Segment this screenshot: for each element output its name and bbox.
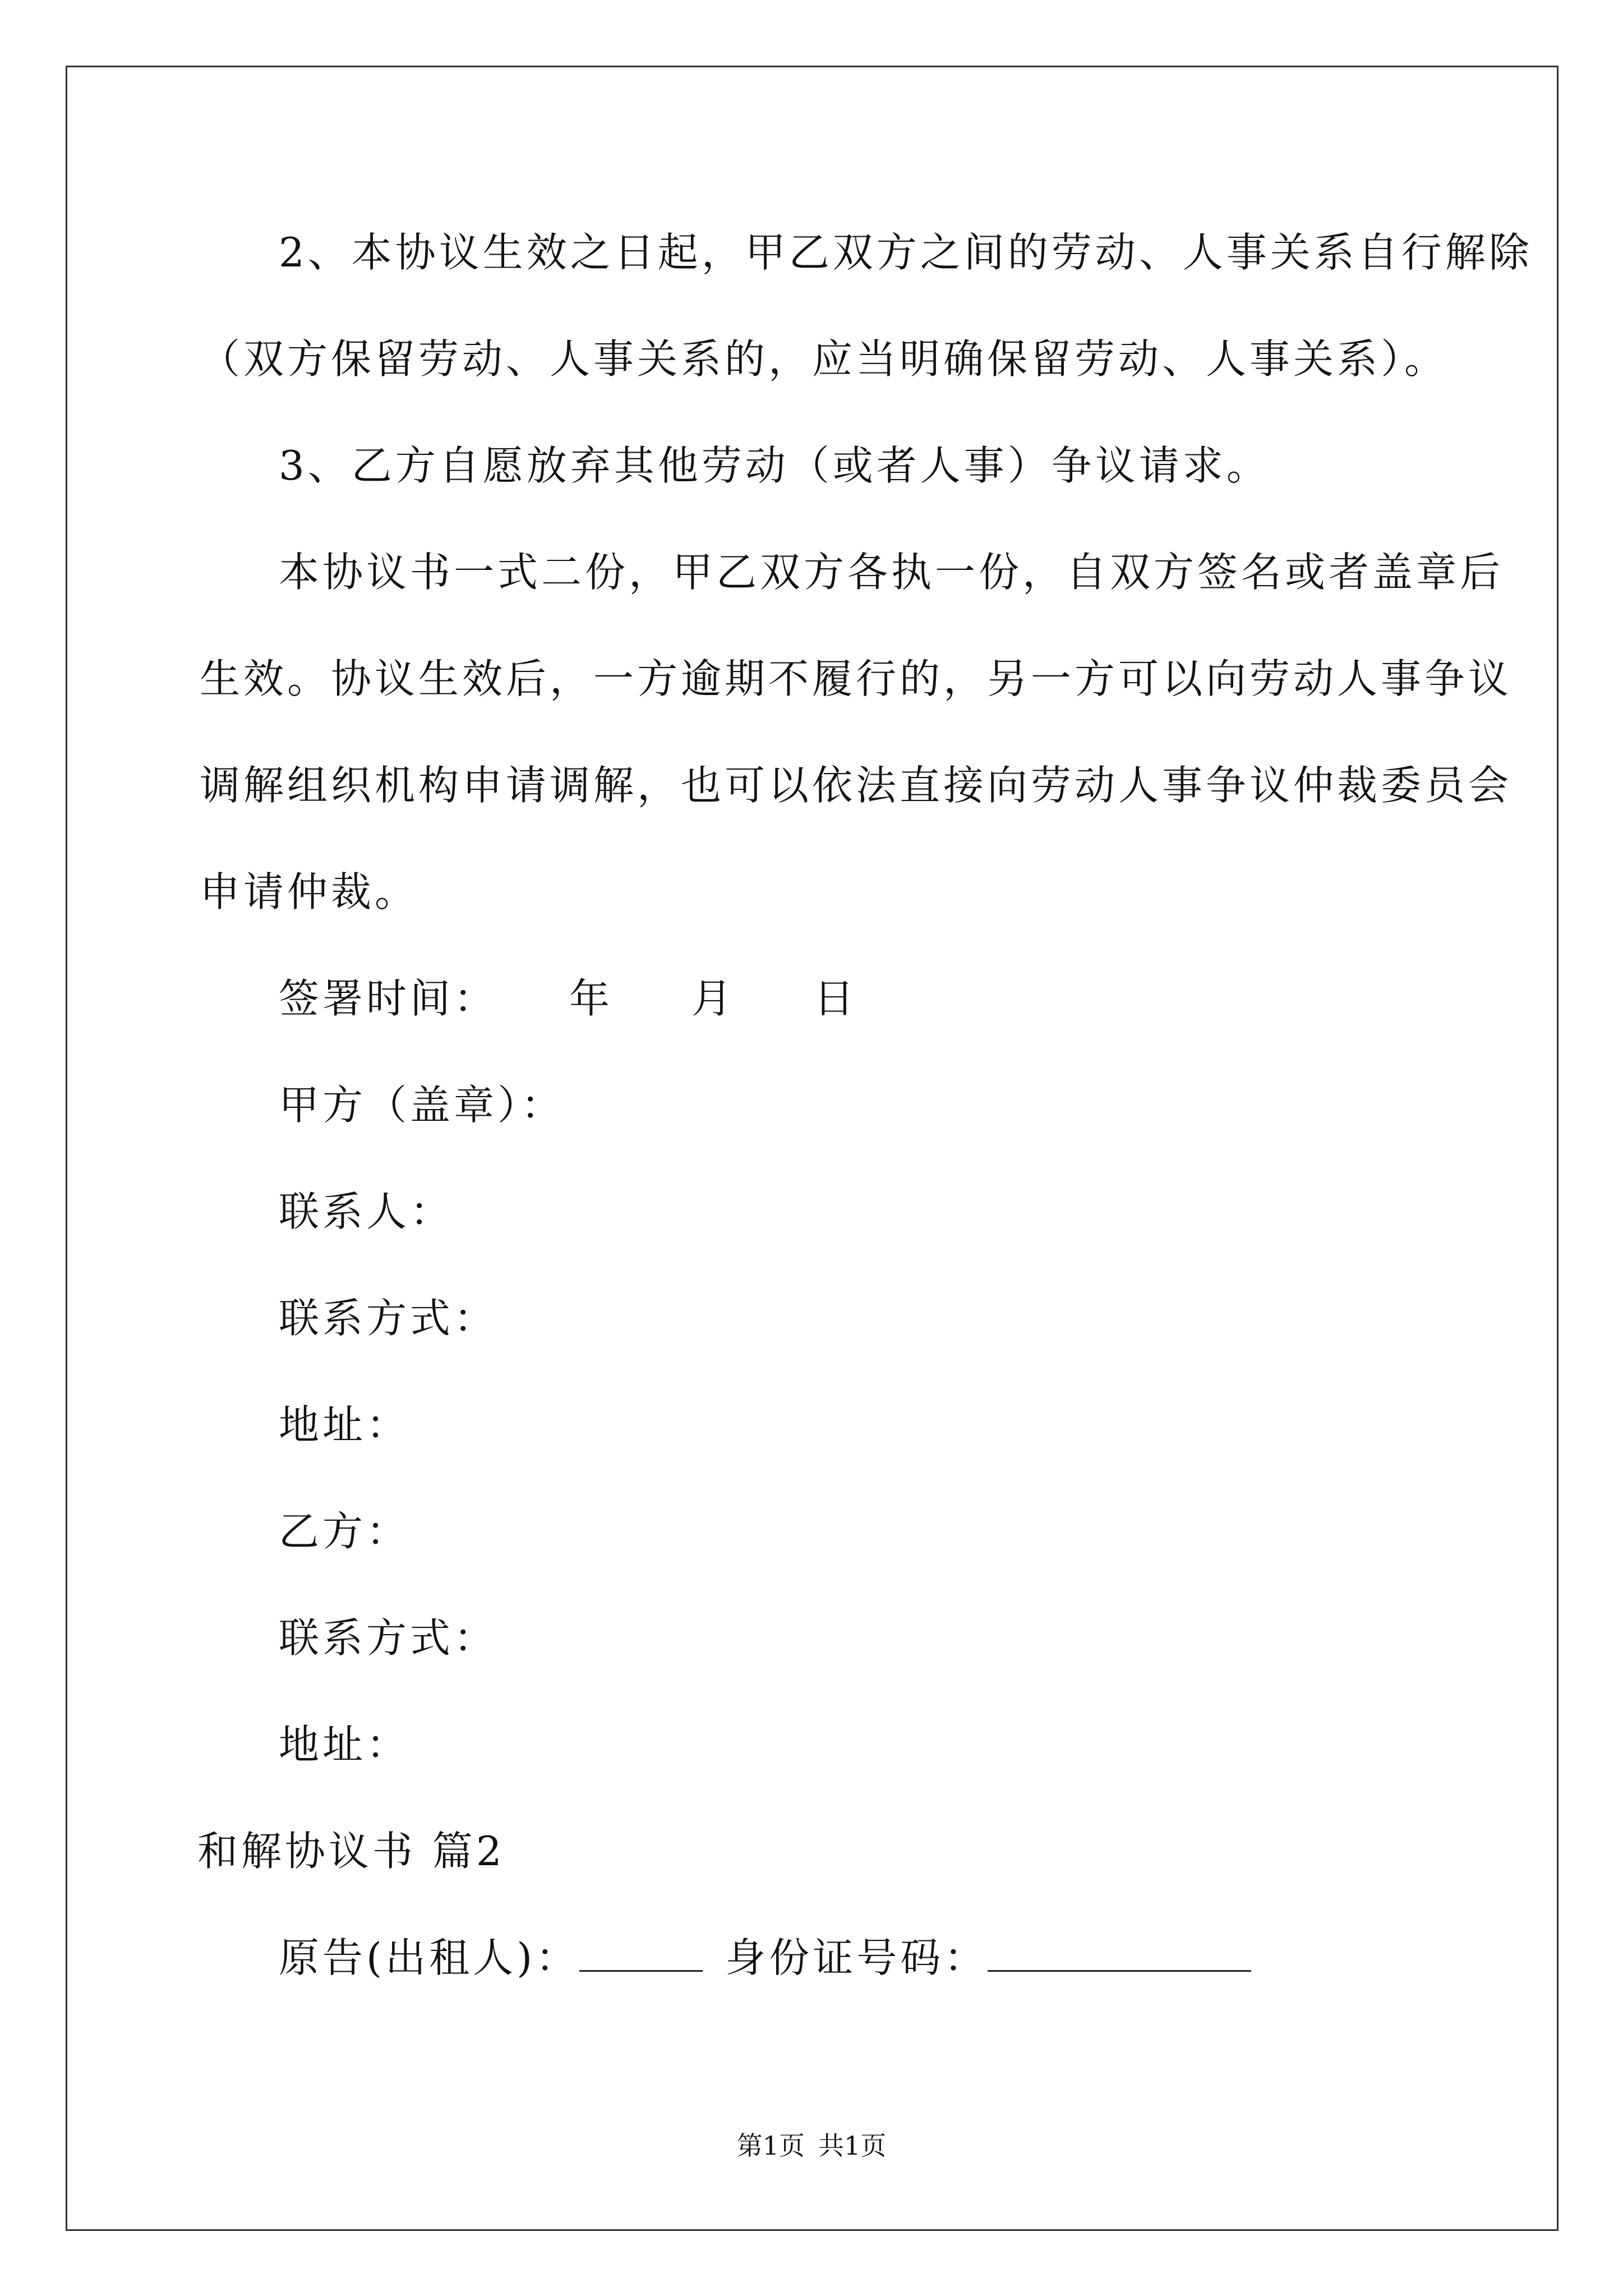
paragraph-copies-line-3: 调解组织机构申请调解，也可以依法直接向劳动人事争议仲裁委员会 <box>200 762 1513 809</box>
paragraph-copies-line-1: 本协议书一式二份，甲乙双方各执一份，自双方签名或者盖章后 <box>279 549 1504 596</box>
plaintiff-id-blank <box>988 1933 1251 1972</box>
page-number-total: 共1页 <box>818 2131 887 2161</box>
paragraph-clause-3: 3、乙方自愿放弃其他劳动（或者人事）争议请求。 <box>279 442 1270 489</box>
plaintiff-row <box>279 1932 1251 1983</box>
paragraph-clause-2-line-1: 2、本协议生效之日起，甲乙双方之间的劳动、人事关系自行解除 <box>279 229 1533 276</box>
paragraph-clause-2-line-2: （双方保留劳动、人事关系的，应当明确保留劳动、人事关系）。 <box>200 335 1449 383</box>
signing-month: 月 <box>691 975 736 1022</box>
plaintiff-label: 原告(出租人)： <box>279 1934 580 1981</box>
paragraph-copies-line-4: 申请仲裁。 <box>200 868 419 915</box>
page-footer <box>0 2129 1623 2162</box>
plaintiff-id-label: 身份证号码： <box>725 1934 988 1981</box>
signing-year: 年 <box>569 975 614 1022</box>
paragraph-copies-line-2: 生效。协议生效后，一方逾期不履行的，另一方可以向劳动人事争议 <box>200 655 1513 702</box>
address-b-label: 地址： <box>279 1721 411 1768</box>
page-border <box>66 66 1559 2231</box>
party-a-label: 甲方（盖章）： <box>279 1082 565 1129</box>
contact-method-a-label: 联系方式： <box>279 1295 498 1342</box>
contact-method-b-label: 联系方式： <box>279 1614 498 1662</box>
signing-date-row <box>279 973 857 1024</box>
signing-date-label: 签署时间： <box>279 975 498 1022</box>
contact-person-label: 联系人： <box>279 1188 454 1235</box>
plaintiff-name-blank <box>579 1933 703 1972</box>
page-number-current: 第1页 <box>736 2131 805 2161</box>
signing-day: 日 <box>814 975 858 1022</box>
section-title: 和解协议书 篇2 <box>197 1828 505 1875</box>
address-a-label: 地址： <box>279 1401 411 1448</box>
party-b-label: 乙方： <box>279 1508 411 1555</box>
